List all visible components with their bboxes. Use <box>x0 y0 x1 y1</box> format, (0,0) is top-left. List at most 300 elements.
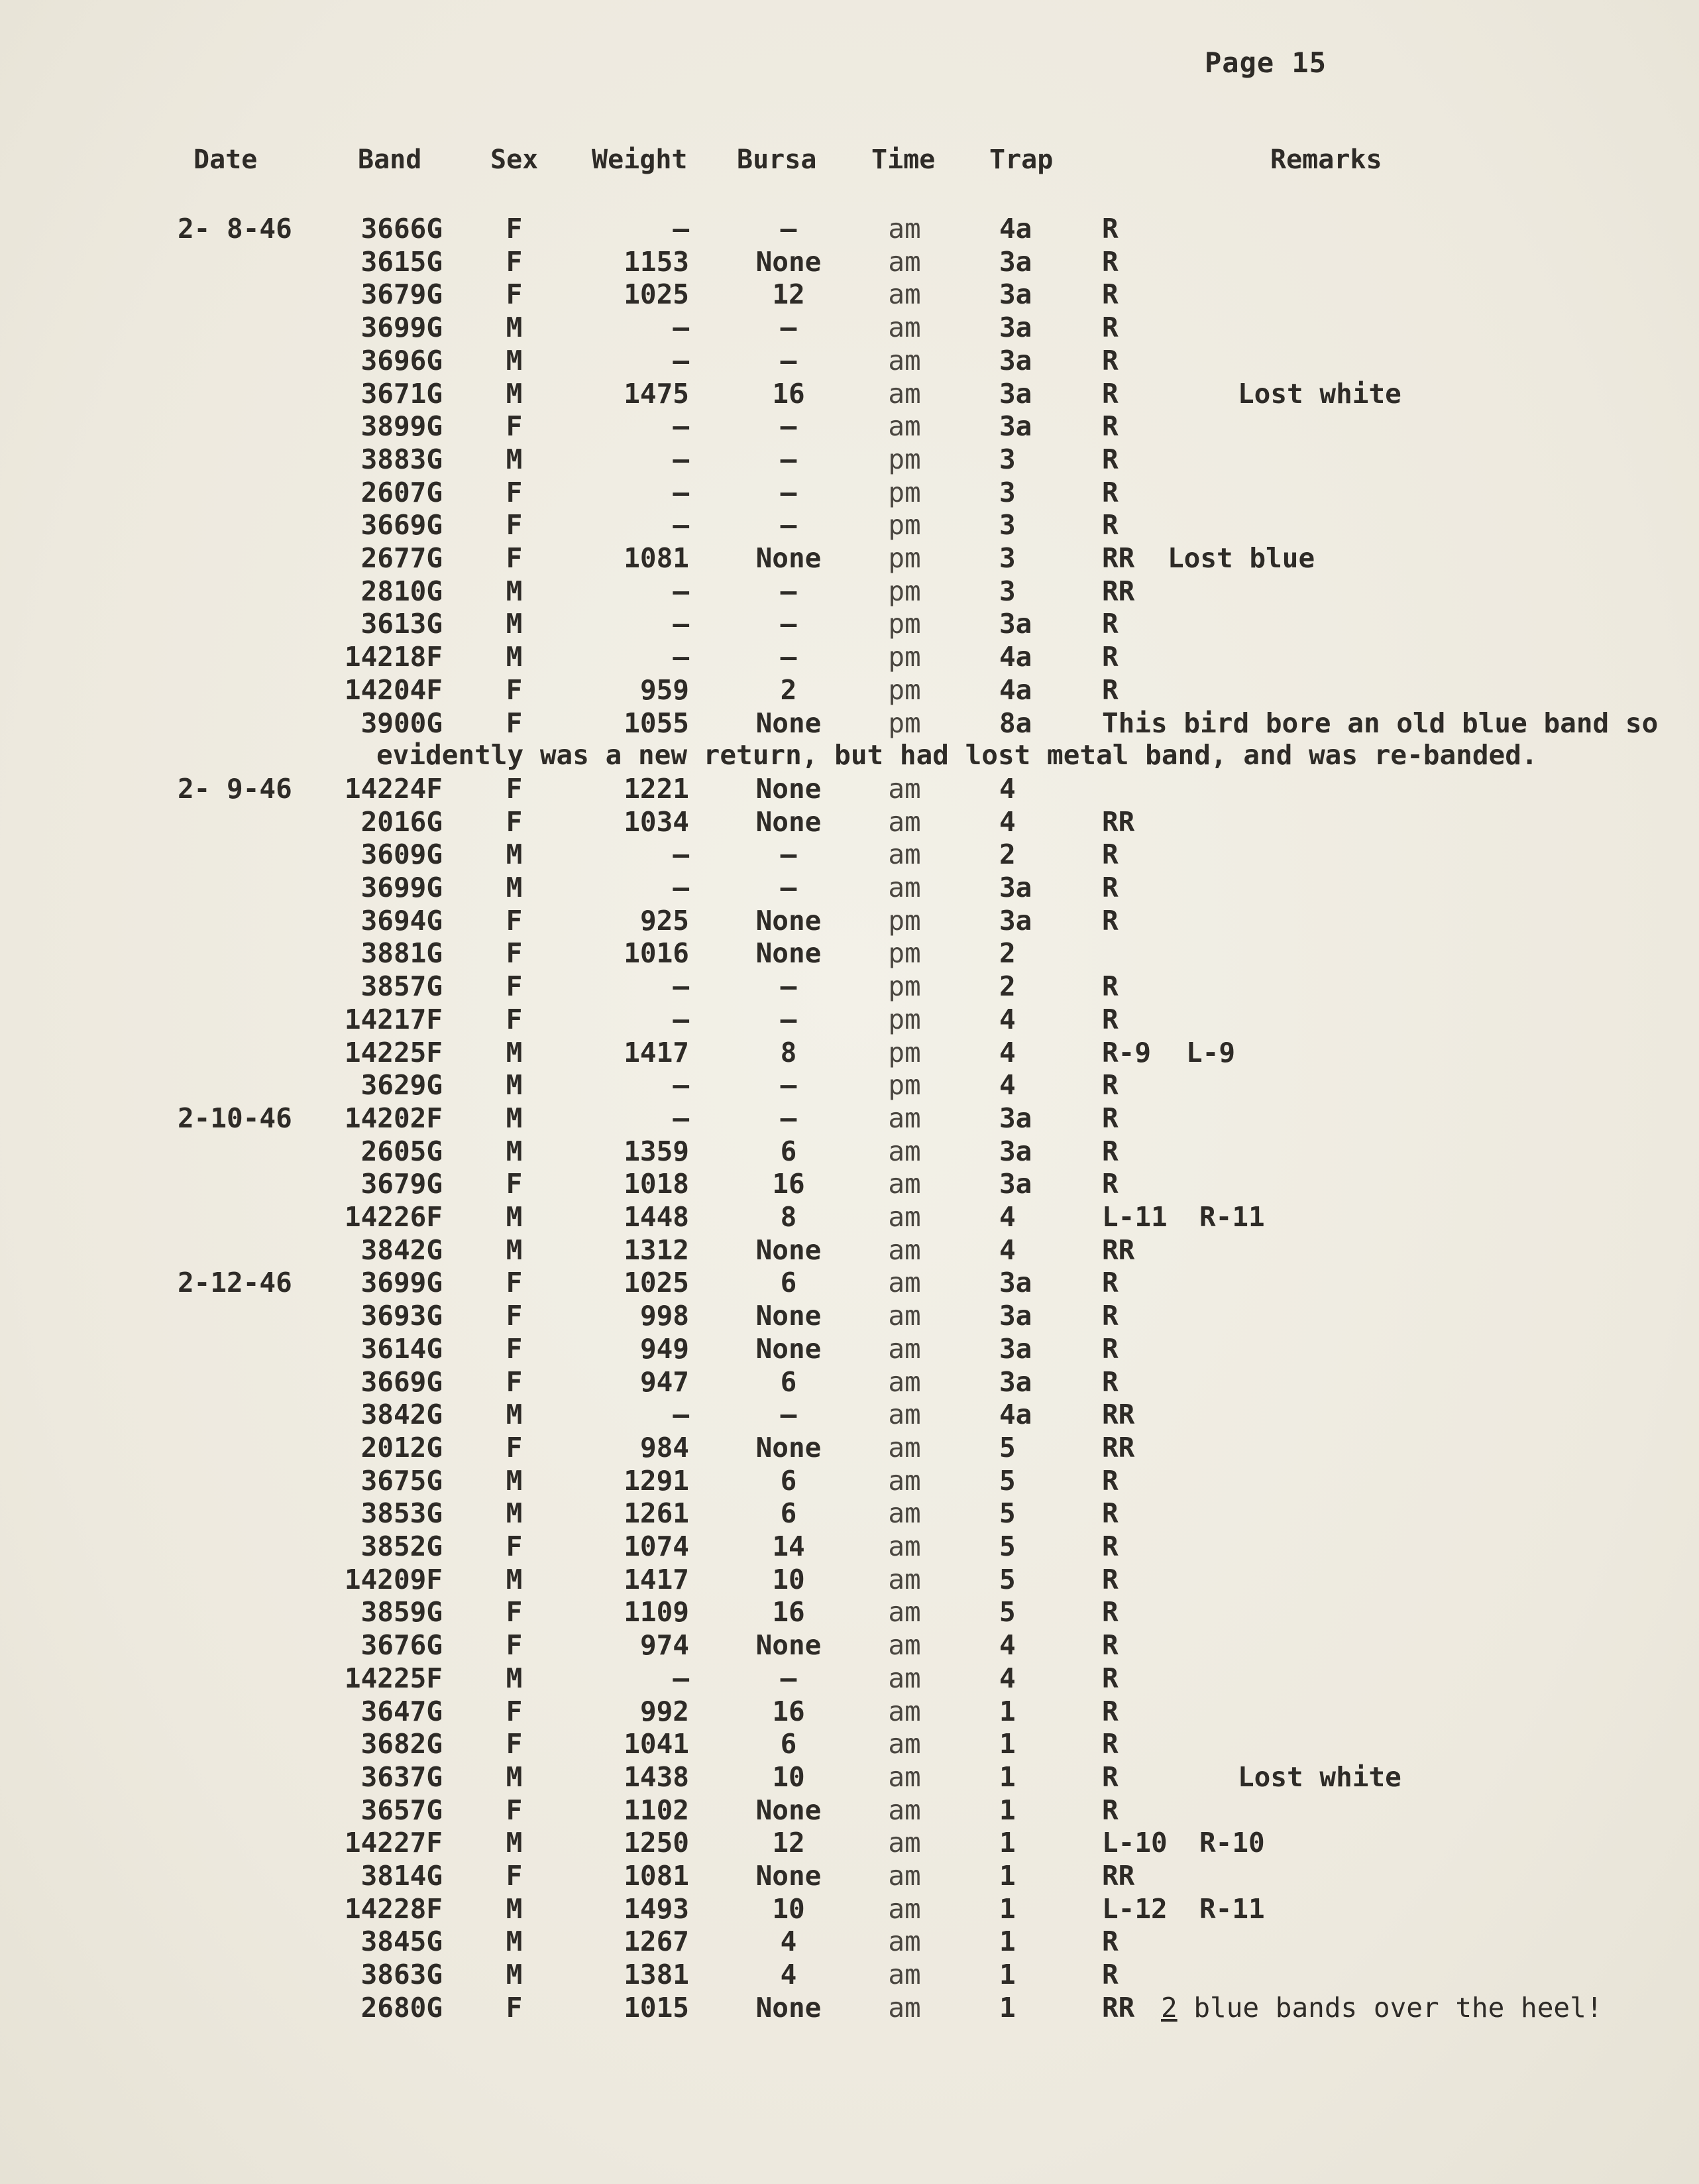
cell-trap: 1 <box>999 1860 1016 1892</box>
cell-weight: — <box>673 410 689 443</box>
cell-trap: 3 <box>999 443 1016 475</box>
cell-bursa: — <box>780 641 797 673</box>
cell-trap: 4 <box>999 1629 1016 1662</box>
cell-remarks: R <box>1102 476 1119 508</box>
table-row <box>0 1266 1699 1299</box>
cell-weight: 1041 <box>624 1728 689 1760</box>
cell-bursa: — <box>780 1003 797 1035</box>
cell-sex: F <box>506 1168 523 1200</box>
table-row <box>0 640 1699 673</box>
cell-bursa: None <box>755 1629 822 1662</box>
cell-remarks: RR <box>1102 1860 1135 1892</box>
cell-weight: — <box>673 872 689 903</box>
cell-band: 3699G <box>360 1267 443 1299</box>
cell-band: 14204F <box>344 673 443 706</box>
cell-weight: 1291 <box>624 1464 689 1497</box>
cell-remarks: L-12 <box>1102 1892 1168 1925</box>
cell-trap: 3a <box>999 278 1032 311</box>
cell-band: 3679G <box>360 1168 443 1200</box>
cell-time: pm <box>888 608 921 640</box>
cell-time: am <box>888 1168 921 1200</box>
cell-remarks: R <box>1102 509 1119 542</box>
cell-trap: 1 <box>999 1827 1016 1859</box>
cell-band: 3671G <box>360 377 443 410</box>
table-row <box>0 212 1699 245</box>
table-row <box>0 443 1699 476</box>
cell-time: am <box>888 1629 921 1662</box>
cell-time: am <box>888 1827 921 1859</box>
table-row <box>0 673 1699 707</box>
cell-bursa: 12 <box>772 1827 805 1859</box>
cell-sex: F <box>506 1530 523 1562</box>
cell-trap: 1 <box>999 1959 1016 1991</box>
cell-bursa: None <box>755 904 822 937</box>
cell-remarks: R <box>1102 1300 1119 1332</box>
cell-band: 3657G <box>360 1794 443 1826</box>
cell-trap: 4 <box>999 1069 1016 1102</box>
cell-sex: F <box>506 1629 523 1662</box>
cell-sex: F <box>506 1300 523 1332</box>
cell-time: am <box>888 1365 921 1398</box>
cell-weight: — <box>673 608 689 640</box>
cell-sex: F <box>506 476 523 508</box>
cell-trap: 2 <box>999 838 1016 871</box>
cell-remarks: RR <box>1102 575 1135 607</box>
cell-time: am <box>888 1860 921 1892</box>
cell-bursa: — <box>780 443 797 475</box>
cell-band: 3900G <box>360 707 443 739</box>
cell-bursa: — <box>780 575 797 607</box>
cell-remarks: R <box>1102 1267 1119 1299</box>
table-row <box>0 1036 1699 1069</box>
table-row <box>0 1332 1699 1365</box>
header-sex: Sex <box>490 144 539 175</box>
cell-band: 2680G <box>360 1991 443 2024</box>
cell-band: 3859G <box>360 1596 443 1629</box>
cell-time: am <box>888 1695 921 1727</box>
table-row <box>0 1563 1699 1596</box>
cell-band: 14226F <box>344 1201 443 1233</box>
cell-time: pm <box>888 1036 921 1068</box>
cell-trap: 4a <box>999 673 1032 706</box>
table-row <box>0 1925 1699 1958</box>
cell-bursa: None <box>755 1794 822 1826</box>
cell-sex: M <box>506 312 523 344</box>
cell-band: 3699G <box>360 872 443 903</box>
cell-trap: 4a <box>999 213 1032 245</box>
cell-sex: M <box>506 575 523 607</box>
cell-trap: 8a <box>999 707 1032 739</box>
cell-sex: F <box>506 410 523 443</box>
cell-trap: 3 <box>999 542 1016 574</box>
cell-bursa: — <box>780 213 797 245</box>
cell-remarks: R <box>1102 904 1119 937</box>
table-row <box>0 1068 1699 1102</box>
cell-band: 3899G <box>360 410 443 443</box>
cell-trap: 4 <box>999 1234 1016 1266</box>
cell-sex: M <box>506 1135 523 1167</box>
cell-trap: 3a <box>999 245 1032 278</box>
cell-band: 3637G <box>360 1760 443 1793</box>
cell-bursa: 8 <box>780 1036 797 1068</box>
table-row <box>0 1398 1699 1431</box>
cell-bursa: — <box>780 476 797 508</box>
cell-remarks: R <box>1102 1464 1119 1497</box>
cell-remarks: R <box>1102 410 1119 443</box>
cell-trap: 4 <box>999 1662 1016 1694</box>
cell-sex: M <box>506 344 523 376</box>
cell-band: 2677G <box>360 542 443 574</box>
cell-bursa: — <box>780 344 797 376</box>
table-row <box>0 707 1699 740</box>
cell-trap: 5 <box>999 1563 1016 1595</box>
cell-time: am <box>888 1201 921 1233</box>
cell-band: 3699G <box>360 312 443 344</box>
cell-sex: F <box>506 1332 523 1365</box>
cell-weight: — <box>673 344 689 376</box>
cell-bursa: 8 <box>780 1201 797 1233</box>
table-row <box>0 245 1699 278</box>
cell-remarks: R <box>1102 1168 1119 1200</box>
cell-remarks: R <box>1102 1135 1119 1167</box>
cell-bursa: 16 <box>772 1596 805 1629</box>
cell-remarks: R <box>1102 1925 1119 1958</box>
cell-weight: 1025 <box>624 1267 689 1299</box>
table-row <box>0 970 1699 1003</box>
cell-trap: 3a <box>999 1267 1032 1299</box>
table-row <box>0 1234 1699 1267</box>
cell-time: am <box>888 278 921 311</box>
cell-band: 14228F <box>344 1892 443 1925</box>
cell-sex: M <box>506 1662 523 1694</box>
cell-bursa: — <box>780 608 797 640</box>
cell-weight: — <box>673 1662 689 1694</box>
cell-trap: 2 <box>999 937 1016 970</box>
cell-remarks: R <box>1102 1629 1119 1662</box>
cell-trap: 3a <box>999 410 1032 443</box>
cell-sex: F <box>506 213 523 245</box>
cell-band: 3675G <box>360 1464 443 1497</box>
cell-remarks: R <box>1102 1728 1119 1760</box>
cell-time: am <box>888 1925 921 1958</box>
cell-band: 14202F <box>344 1102 443 1134</box>
cell-bursa: — <box>780 509 797 542</box>
table-row <box>0 410 1699 443</box>
cell-note: Lost white <box>1238 1760 1401 1793</box>
cell-band: 3647G <box>360 1695 443 1727</box>
cell-sex: F <box>506 1728 523 1760</box>
cell-sex: M <box>506 1760 523 1793</box>
cell-remarks: R <box>1102 1596 1119 1629</box>
cell-weight: 1250 <box>624 1827 689 1859</box>
cell-band: 3676G <box>360 1629 443 1662</box>
table-row <box>0 1662 1699 1695</box>
cell-remarks: L-11 <box>1102 1201 1168 1233</box>
table-row <box>0 1464 1699 1497</box>
cell-time: pm <box>888 443 921 475</box>
cell-weight: 1448 <box>624 1201 689 1233</box>
cell-note: Lost white <box>1238 377 1401 410</box>
cell-trap: 1 <box>999 1991 1016 2024</box>
table-row <box>0 1859 1699 1892</box>
cell-weight: 1417 <box>624 1036 689 1068</box>
table-row <box>0 1991 1699 2024</box>
cell-sex: M <box>506 1464 523 1497</box>
cell-trap: 3a <box>999 1332 1032 1365</box>
cell-remarks: R <box>1102 1069 1119 1102</box>
cell-remarks: R <box>1102 278 1119 311</box>
cell-sex: M <box>506 1827 523 1859</box>
cell-weight: 1055 <box>624 707 689 739</box>
cell-sex: F <box>506 1365 523 1398</box>
cell-sex: F <box>506 904 523 937</box>
cell-weight: 992 <box>639 1695 689 1727</box>
cell-weight: 1025 <box>624 278 689 311</box>
cell-time: am <box>888 1399 921 1431</box>
cell-time: am <box>888 377 921 410</box>
cell-trap: 3a <box>999 1365 1032 1398</box>
table-row <box>0 1892 1699 1925</box>
cell-bursa: None <box>755 1431 822 1464</box>
cell-bursa: 10 <box>772 1563 805 1595</box>
cell-time: pm <box>888 673 921 706</box>
cell-weight: — <box>673 838 689 871</box>
cell-trap: 1 <box>999 1925 1016 1958</box>
cell-band: 3694G <box>360 904 443 937</box>
cell-bursa: 6 <box>780 1464 797 1497</box>
cell-bursa: — <box>780 872 797 903</box>
cell-band: 3863G <box>360 1959 443 1991</box>
cell-weight: 1016 <box>624 937 689 970</box>
cell-bursa: 6 <box>780 1135 797 1167</box>
cell-time: pm <box>888 476 921 508</box>
cell-band: 3629G <box>360 1069 443 1102</box>
table-row <box>0 1200 1699 1234</box>
cell-trap: 1 <box>999 1794 1016 1826</box>
cell-weight: 925 <box>639 904 689 937</box>
cell-remarks: R <box>1102 1760 1119 1793</box>
cell-weight: — <box>673 575 689 607</box>
cell-sex: M <box>506 872 523 903</box>
table-row <box>0 1299 1699 1332</box>
cell-time: am <box>888 312 921 344</box>
header-band: Band <box>358 144 422 175</box>
cell-sex: F <box>506 1267 523 1299</box>
cell-time: am <box>888 1959 921 1991</box>
cell-band: 3666G <box>360 213 443 245</box>
table-row <box>0 1003 1699 1036</box>
cell-trap: 3a <box>999 1135 1032 1167</box>
cell-sex: F <box>506 1596 523 1629</box>
cell-weight: 998 <box>639 1300 689 1332</box>
cell-bursa: — <box>780 410 797 443</box>
table-row <box>0 607 1699 640</box>
cell-band: 2607G <box>360 476 443 508</box>
cell-band: 3881G <box>360 937 443 970</box>
cell-weight: — <box>673 509 689 542</box>
cell-sex: M <box>506 1563 523 1595</box>
cell-time: am <box>888 1530 921 1562</box>
table-row <box>0 1497 1699 1530</box>
cell-weight: 1153 <box>624 245 689 278</box>
cell-remarks: R <box>1102 1003 1119 1035</box>
cell-sex: F <box>506 805 523 838</box>
table-row <box>0 476 1699 509</box>
cell-remarks: RR <box>1102 1234 1135 1266</box>
cell-sex: F <box>506 1695 523 1727</box>
cell-weight: 947 <box>639 1365 689 1398</box>
cell-trap: 3a <box>999 904 1032 937</box>
table-row <box>0 1695 1699 1728</box>
cell-remarks: R <box>1102 443 1119 475</box>
cell-trap: 3a <box>999 872 1032 903</box>
table-row <box>0 311 1699 344</box>
cell-weight: 959 <box>639 673 689 706</box>
continuation-line: evidently was a new return, but had lost metal band, and was re-banded. <box>376 739 1538 772</box>
cell-bursa: 6 <box>780 1365 797 1398</box>
cell-time: am <box>888 1563 921 1595</box>
cell-time: am <box>888 838 921 871</box>
cell-weight: 1267 <box>624 1925 689 1958</box>
cell-remarks: RR <box>1102 1431 1135 1464</box>
cell-sex: M <box>506 1497 523 1530</box>
cell-bursa: None <box>755 245 822 278</box>
cell-sex: F <box>506 772 523 805</box>
cell-sex: M <box>506 641 523 673</box>
cell-band: 3669G <box>360 1365 443 1398</box>
cell-bursa: — <box>780 1102 797 1134</box>
cell-bursa: None <box>755 542 822 574</box>
cell-remarks: R <box>1102 1794 1119 1826</box>
cell-trap: 4 <box>999 772 1016 805</box>
cell-trap: 3 <box>999 476 1016 508</box>
cell-bursa: None <box>755 1300 822 1332</box>
cell-bursa: None <box>755 1332 822 1365</box>
cell-bursa: 2 <box>780 673 797 706</box>
cell-weight: 949 <box>639 1332 689 1365</box>
cell-time: am <box>888 1497 921 1530</box>
cell-sex: M <box>506 1036 523 1068</box>
table-row <box>0 1365 1699 1399</box>
cell-band: 2012G <box>360 1431 443 1464</box>
cell-time: am <box>888 1300 921 1332</box>
cell-band: 3669G <box>360 509 443 542</box>
table-row <box>0 1760 1699 1794</box>
cell-time: am <box>888 213 921 245</box>
cell-weight: 1261 <box>624 1497 689 1530</box>
cell-remarks: R <box>1102 872 1119 903</box>
cell-band: 3883G <box>360 443 443 475</box>
cell-band: 2016G <box>360 805 443 838</box>
cell-band: 14225F <box>344 1036 443 1068</box>
cell-trap: 1 <box>999 1728 1016 1760</box>
cell-weight: — <box>673 476 689 508</box>
cell-weight: 1493 <box>624 1892 689 1925</box>
cell-trap: 1 <box>999 1695 1016 1727</box>
cell-time: pm <box>888 1069 921 1102</box>
cell-remarks: R <box>1102 245 1119 278</box>
cell-band: 14225F <box>344 1662 443 1694</box>
cell-band: 14217F <box>344 1003 443 1035</box>
cell-remarks: R <box>1102 1102 1119 1134</box>
cell-bursa: None <box>755 1234 822 1266</box>
cell-time: pm <box>888 1003 921 1035</box>
table-row <box>0 904 1699 937</box>
cell-sex: M <box>506 838 523 871</box>
cell-band: 14218F <box>344 641 443 673</box>
cell-band: 3614G <box>360 1332 443 1365</box>
header-date: Date <box>193 144 258 175</box>
cell-date: 2- 9-46 <box>178 772 292 805</box>
cell-time: am <box>888 772 921 805</box>
cell-weight: — <box>673 970 689 1003</box>
cell-time: am <box>888 1332 921 1365</box>
cell-trap: 4 <box>999 1036 1016 1068</box>
cell-date: 2-12-46 <box>178 1267 292 1299</box>
table-row <box>0 1794 1699 1827</box>
cell-band: 3842G <box>360 1399 443 1431</box>
cell-weight: 1074 <box>624 1530 689 1562</box>
cell-bursa: — <box>780 1662 797 1694</box>
cell-remarks: RR <box>1102 805 1135 838</box>
cell-band: 3679G <box>360 278 443 311</box>
cell-bursa: 6 <box>780 1267 797 1299</box>
header-trap: Trap <box>989 144 1054 175</box>
cell-remarks: R <box>1102 970 1119 1003</box>
cell-band: 14209F <box>344 1563 443 1595</box>
cell-weight: — <box>673 1003 689 1035</box>
cell-note: R-11 <box>1199 1201 1265 1233</box>
cell-sex: F <box>506 542 523 574</box>
table-row <box>0 508 1699 542</box>
underlined-count: 2 <box>1161 1991 1178 2024</box>
cell-sex: F <box>506 970 523 1003</box>
cell-remarks: R <box>1102 1332 1119 1365</box>
cell-trap: 3a <box>999 1168 1032 1200</box>
cell-sex: F <box>506 245 523 278</box>
cell-time: am <box>888 1464 921 1497</box>
table-row <box>0 542 1699 575</box>
table-row <box>0 344 1699 377</box>
cell-time: am <box>888 872 921 903</box>
cell-note: R-11 <box>1199 1892 1265 1925</box>
cell-bursa: None <box>755 772 822 805</box>
cell-bursa: None <box>755 707 822 739</box>
cell-sex: M <box>506 377 523 410</box>
cell-trap: 4a <box>999 641 1032 673</box>
cell-trap: 5 <box>999 1497 1016 1530</box>
cell-remarks: R <box>1102 838 1119 871</box>
cell-remarks: R <box>1102 1662 1119 1694</box>
cell-trap: 3a <box>999 1102 1032 1134</box>
cell-time: am <box>888 1794 921 1826</box>
cell-bursa: None <box>755 937 822 970</box>
cell-bursa: None <box>755 805 822 838</box>
cell-bursa: 12 <box>772 278 805 311</box>
cell-weight: 974 <box>639 1629 689 1662</box>
cell-bursa: 10 <box>772 1760 805 1793</box>
cell-sex: F <box>506 1991 523 2024</box>
cell-remarks: R <box>1102 377 1119 410</box>
table-row <box>0 1530 1699 1563</box>
header-remarks: Remarks <box>1270 144 1382 175</box>
cell-trap: 5 <box>999 1596 1016 1629</box>
cell-weight: 1109 <box>624 1596 689 1629</box>
cell-sex: F <box>506 1794 523 1826</box>
cell-bursa: — <box>780 970 797 1003</box>
cell-bursa: 16 <box>772 1168 805 1200</box>
cell-remarks: R-9 <box>1102 1036 1152 1068</box>
